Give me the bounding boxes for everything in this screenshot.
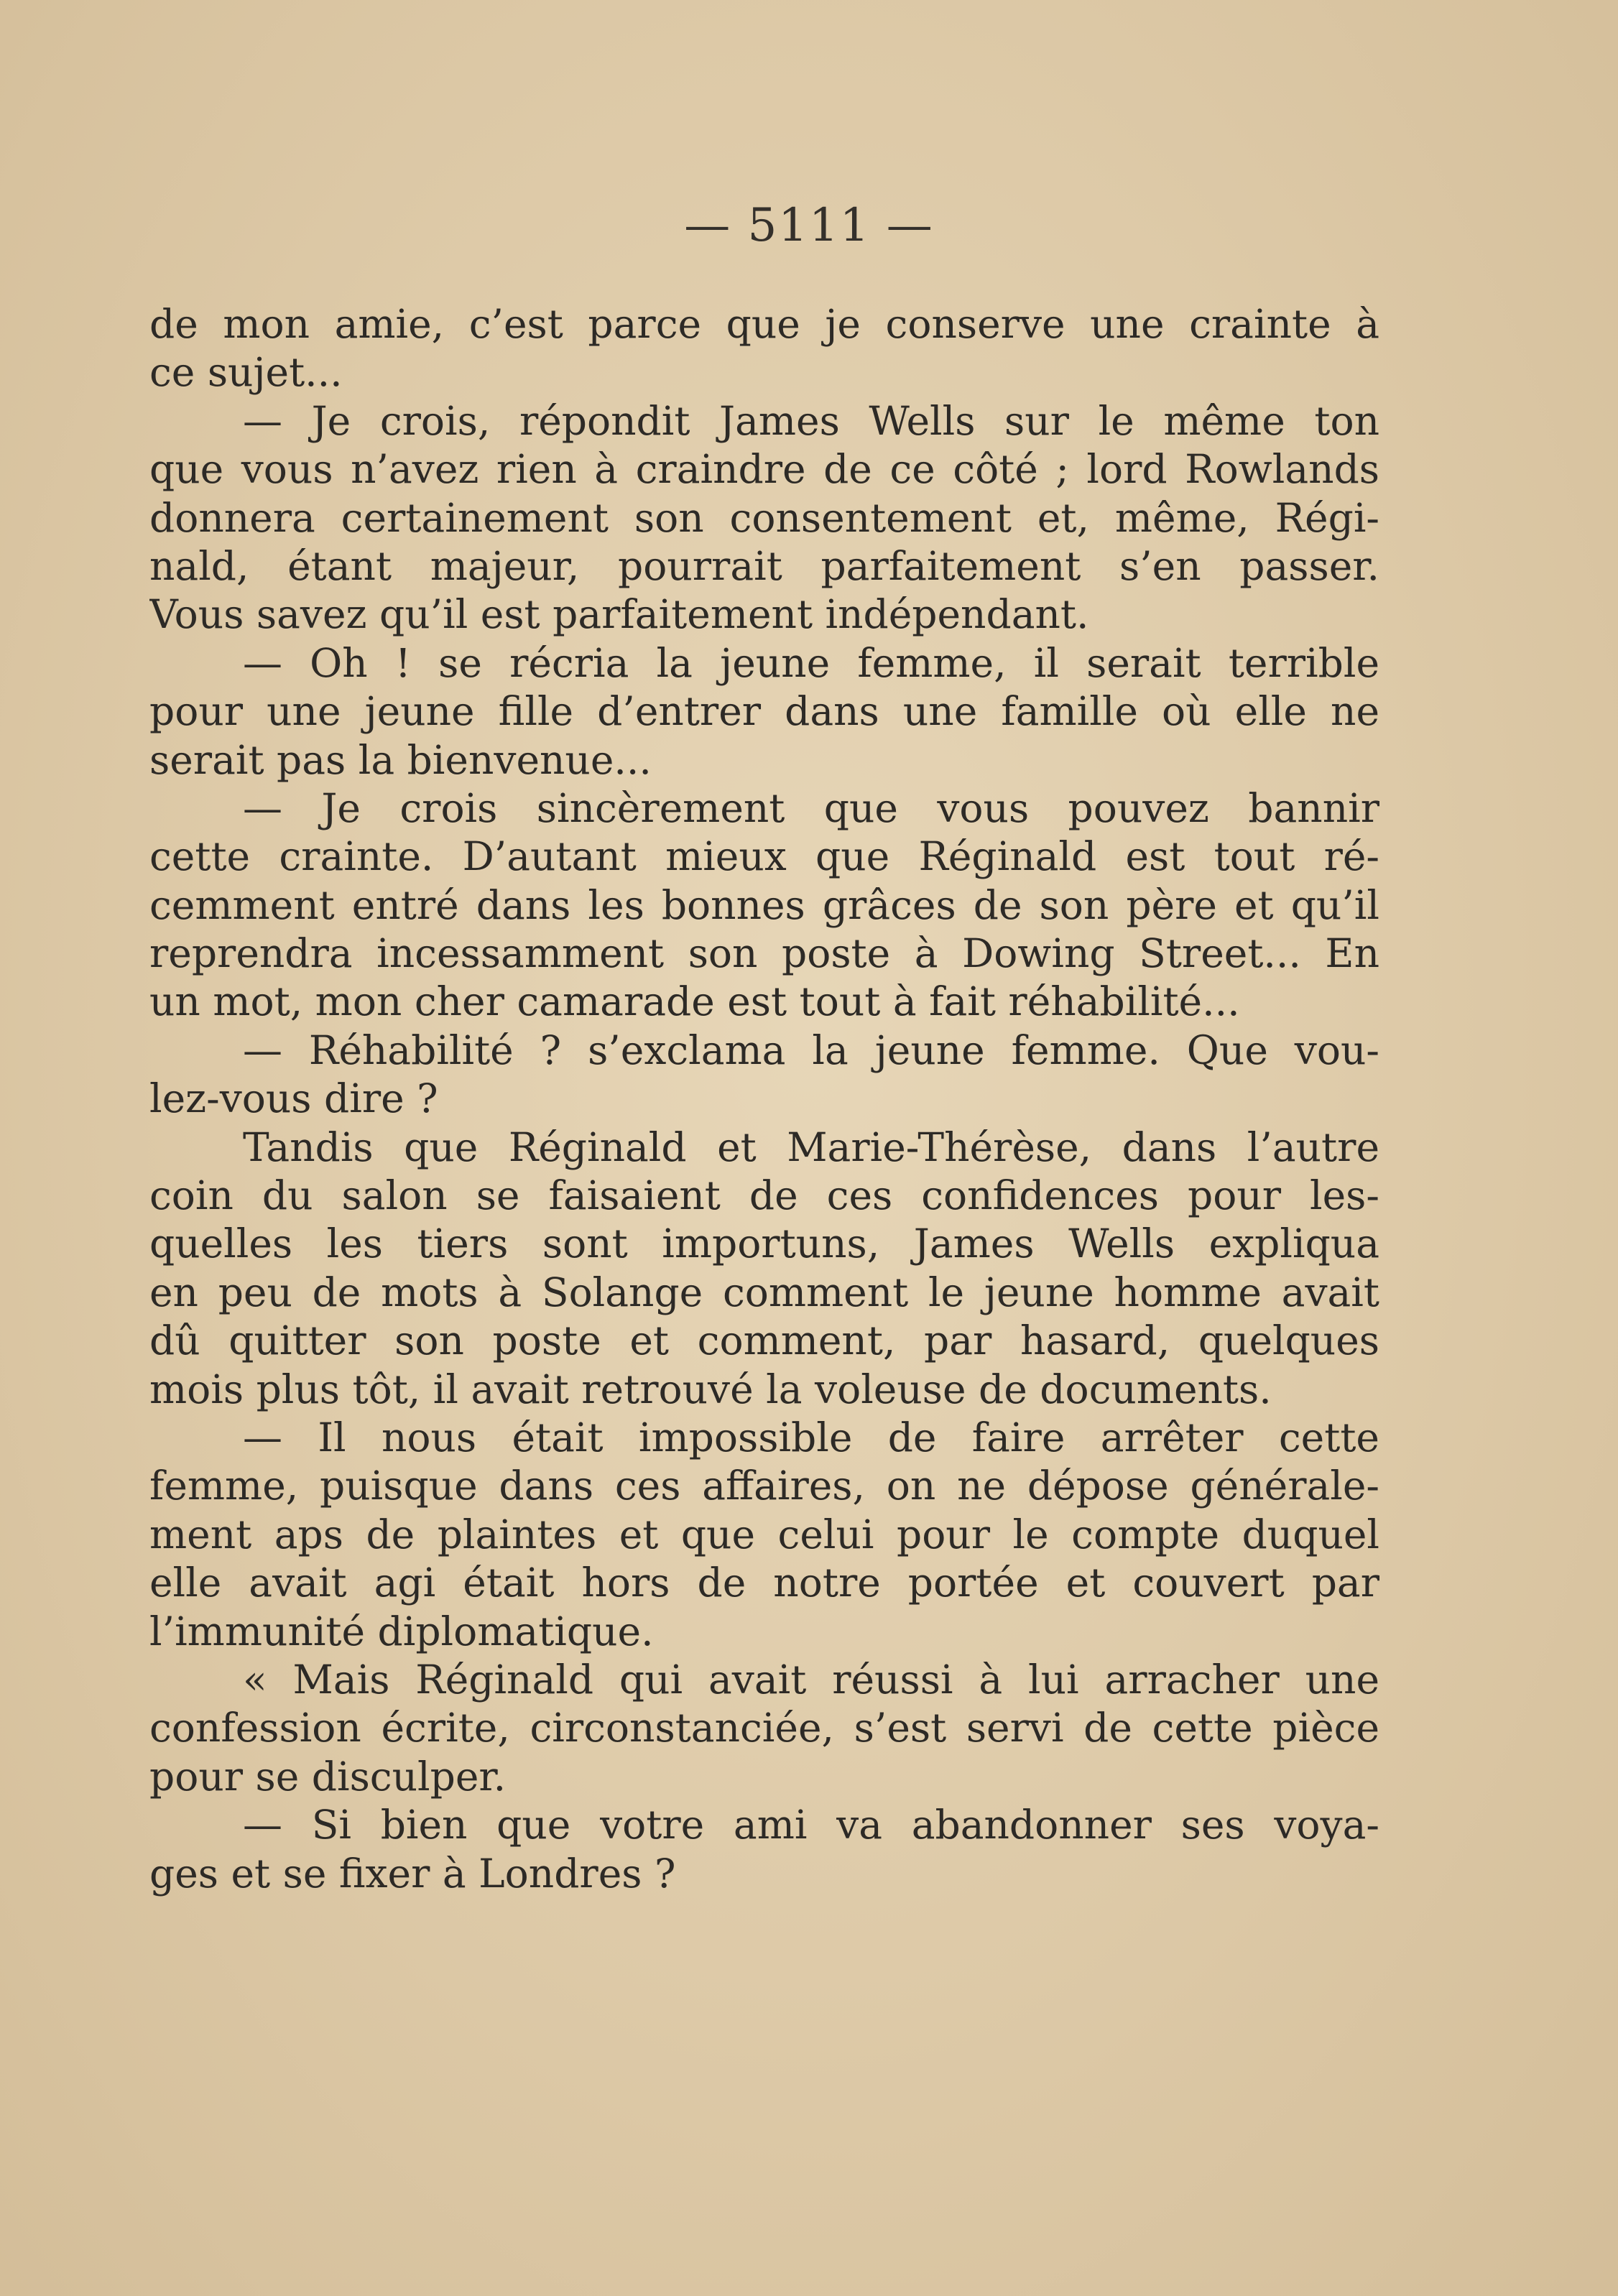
text-line: — Réhabilité ? s’exclama la jeune femme. Que vou-: [243, 1027, 1379, 1073]
text-line: ment aps de plaintes et que celui pour le compte duquel: [149, 1511, 1379, 1557]
text-line: — Je crois, répondit James Wells sur le même ton: [243, 397, 1379, 444]
text-line: coin du salon se faisaient de ces confidences pour les-: [149, 1172, 1379, 1219]
text-line: Vous savez qu’il est parfaitement indépendant.: [149, 591, 1089, 638]
text-line: cette crainte. D’autant mieux que Réginald est tout ré-: [149, 833, 1379, 880]
text-line: — Si bien que votre ami va abandonner ses voya-: [243, 1802, 1379, 1848]
text-line: pour se disculper.: [149, 1753, 507, 1800]
text-line: mois plus tôt, il avait retrouvé la voleuse de documents.: [149, 1366, 1272, 1412]
text-line: de mon amie, c’est parce que je conserve une crainte à: [149, 301, 1379, 347]
text-line: l’immunité diplomatique.: [149, 1608, 654, 1654]
text-line: lez-vous dire ?: [149, 1075, 438, 1122]
text-line: femme, puisque dans ces affaires, on ne dépose générale-: [149, 1463, 1379, 1509]
text-line: nald, étant majeur, pourrait parfaitement s’en passer.: [149, 542, 1379, 589]
body-text: [149, 300, 1379, 1898]
text-line: que vous n’avez rien à craindre de ce côté ; lord Rowlands: [149, 446, 1379, 493]
text-line: donnera certainement son consentement et, même, Régi-: [149, 494, 1379, 541]
text-line: serait pas la bienvenue...: [149, 736, 652, 783]
text-line: — Il nous était impossible de faire arrêter cette: [243, 1414, 1379, 1461]
text-line: cemment entré dans les bonnes grâces de son père et qu’il: [149, 881, 1379, 928]
text-line: en peu de mots à Solange comment le jeune homme avait: [149, 1269, 1379, 1315]
text-line: quelles les tiers sont importuns, James Wells expliqua: [149, 1221, 1379, 1267]
text-line: elle avait agi était hors de notre portée et couvert par: [149, 1560, 1379, 1606]
page-number: — 5111 —: [684, 199, 934, 252]
text-line: confession écrite, circonstanciée, s’est servi de cette pièce: [149, 1705, 1379, 1751]
text-line: — Je crois sincèrement que vous pouvez bannir: [243, 784, 1379, 831]
text-line: Tandis que Réginald et Marie-Thérèse, dans l’autre: [243, 1124, 1379, 1170]
text-line: ges et se fixer à Londres ?: [149, 1850, 676, 1897]
text-line: un mot, mon cher camarade est tout à fait réhabilité...: [149, 978, 1240, 1025]
text-line: « Mais Réginald qui avait réussi à lui arracher une: [243, 1656, 1379, 1703]
text-line: ce sujet...: [149, 349, 343, 396]
text-line: pour une jeune fille d’entrer dans une famille où elle ne: [149, 688, 1379, 735]
text-line: — Oh ! se récria la jeune femme, il serait terrible: [243, 639, 1379, 686]
text-line: dû quitter son poste et comment, par hasard, quelques: [149, 1318, 1379, 1364]
text-line: reprendra incessamment son poste à Dowing Street... En: [149, 930, 1379, 977]
